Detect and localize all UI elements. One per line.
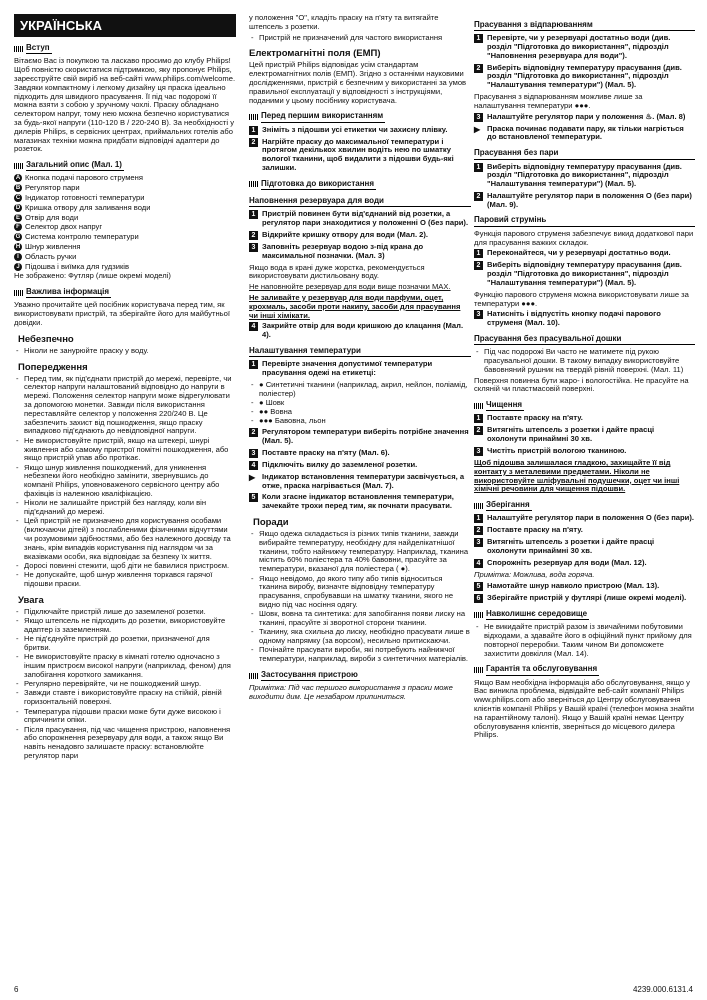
section-storage-heading: Зберігання	[474, 500, 695, 511]
fill-warning-max: Не наповнюйте резервуар для води вище позначки MAX.	[249, 282, 451, 292]
section-first-use-heading: Перед першим використанням	[249, 111, 471, 122]
section-prep-heading: Підготовка до використання	[249, 179, 471, 190]
legend-item: H Шнур живлення	[15, 241, 81, 251]
board-heading: Прасування без прасувальної дошки	[474, 334, 695, 345]
legend-item: E Отвір для води	[15, 212, 79, 222]
not-shown-note: Не зображено: Футляр (лише окремі моделі)	[14, 271, 171, 281]
result-arrow-icon: ▶	[249, 472, 256, 482]
store-note: Примітка: Можлива, вода горяча.	[474, 570, 595, 580]
clean-step: 3 Чистіть пристрій вологою тканиною.	[474, 447, 695, 456]
shot-step: 3 Натисніть і відпустіть кнопку подачі парового струменя (Мал. 10).	[474, 310, 695, 328]
temp-step: 3 Поставте праску на п'яту (Мал. 6).	[249, 449, 471, 458]
legend-item: B Регулятор пари	[15, 183, 80, 193]
dry-step: 1 Виберіть відповідну температуру прасування (див. розділ "Підготовка до використання", підрозділ "Налаштування температури") (Мал. 5).	[474, 163, 695, 189]
parts-legend	[14, 174, 236, 271]
legend-item: I Область ручки	[14, 253, 236, 262]
shot-heading: Паровий струмінь	[474, 215, 695, 226]
emf-text: Цей пристрій Philips відповідає усім стандартам електромагнітних полів (ЕМП). Згідно з останніми науковими дослідженнями, пристрій є безпечним у використанні за умов правильної експлуатації у відповідності з інструкціями, поданими у цьому посібнику користувача.	[249, 60, 467, 105]
fill-warning-chemicals: Не заливайте у резервуар для води парфуми, оцет, крохмаль, засоби проти накипу, засоби для прасування чи інші хімікати.	[249, 292, 461, 320]
emf-heading: Електромагнітні поля (ЕМП)	[249, 48, 381, 60]
use-note: Примітка: Під час першого використання з праски може виходити дим. Це незабаром припиниться.	[249, 683, 453, 702]
steam-heading: Прасування з відпарюванням	[474, 20, 695, 31]
caution-heading: Увага	[18, 594, 44, 606]
temp-step: 2 Регулятором температури виберіть потрібне значення (Мал. 5).	[249, 428, 471, 446]
column-3	[474, 14, 695, 742]
fill-heading: Наповнення резервуара для води	[249, 196, 471, 207]
temp-step: 4 Підключіть вилку до заземленої розетки.	[249, 461, 471, 470]
legend-item: C Індикатор готовності температури	[15, 192, 145, 202]
fill-step: 3 Заповніть резервуар водою з-під крана до максимальної позначки. (Мал. 3)	[249, 243, 471, 261]
steam-step: 3 Налаштуйте регулятор пари у положення ♨. (Мал. 8)	[474, 113, 695, 122]
first-step: 2 Нагрійте праску до максимальної температури і протягом декількох хвилин водіть нею по шматку вологої тканини, щоб видалити з підошви будь-які залишки.	[249, 138, 471, 173]
clean-step: 1 Поставте праску на п'яту.	[474, 414, 695, 423]
environment-list: - Не викидайте пристрій разом із звичайними побутовими відходами, а здавайте його в офіційний пункт прийому для повторної переробки. Таким чином Ви допоможете захистити довкілля (Мал. 14).	[474, 623, 695, 658]
clean-warning: Щоб підошва залишалася гладкою, захищайте її від контакту з металевими предметами. Ніколи не використовуйте шліфувальні подушечки, оцет чи інші хімічні речовини для чищення підошви.	[474, 458, 680, 494]
store-step: 1 Налаштуйте регулятор пари в положення О (без пари).	[474, 514, 695, 523]
temp-heading: Налаштування температури	[249, 346, 471, 357]
section-environment-heading: Навколишнє середовище	[474, 609, 695, 620]
steam-note: Прасування з відпарюванням можливе лише за налаштування температури ●●●.	[474, 92, 643, 110]
column-2	[249, 14, 471, 704]
store-step: 2 Поставте праску на п'яту.	[474, 526, 695, 535]
temp-step: 5 Коли згасне індикатор встановлення температури, зачекайте трохи перед тим, як почнати прасувати.	[249, 493, 471, 511]
shot-step: 1 Переконайтеся, чи у резервуарі достатньо води.	[474, 249, 695, 258]
board-list: - Під час подорожі Ви часто не матимете під рукою прасувальної дошки. В такому випадку використовуйте бавовняний рушник на твердій рівній поверхні. (Мал. 11)	[474, 348, 695, 374]
fill-step: 4 Закрийте отвір для води кришкою до клацання (Мал. 4).	[249, 322, 471, 340]
danger-heading: Небезпечно	[18, 333, 74, 345]
dry-heading: Прасування без пари	[474, 148, 695, 159]
document-code: 4239.000.6131.4	[632, 984, 693, 994]
board-text: Поверхня повинна бути жаро- і вологостійка. Не прасуйте на скляній чи пластмасовій поверхні.	[474, 375, 689, 394]
important-text: Уважно прочитайте цей посібник користувача перед тим, як використовувати пристрій, та зберігайте його для майбутньої довідки.	[14, 300, 230, 327]
shot-step: 2 Виберіть відповідну температуру прасування (див. розділ "Підготовка до використання", підрозділ "Налаштування температури") (Мал. 5).	[474, 261, 695, 287]
page-number: 6	[14, 984, 19, 994]
result-arrow-icon: ▶	[474, 124, 481, 134]
steam-step: 1 Перевірте, чи у резервуарі достатньо води (див. розділ "Підготовка до використання", підрозділ "Наповнення резервуара для води").	[474, 34, 695, 60]
warranty-text: Якщо Вам необхідна інформація або обслуговування, якщо у Вас виникла проблема, відвідайте веб-сайт компанії Philips www.philips.com або зверніться до Центру обслуговування клієнтів компанії Philips у Вашій країні (телефон можна знайти на гарантійному талоні). Якщо у Вашій країні немає Центру обслуговування клієнтів, зверніться до місцевого дилера Philips.	[474, 677, 695, 740]
steam-result: ▶ Праска починає подавати пару, як тільки нагріється до встановленої температури.	[474, 123, 684, 142]
section-important-heading: Важлива інформація	[14, 287, 236, 298]
fill-note: Якщо вода в крані дуже жорстка, рекомендується використовувати дистильовану воду.	[249, 262, 425, 281]
temp-label-list: - ● Синтетичні тканини (наприклад, акрил, нейлон, поліамід, поліестер) - ● Шовк - ●● Вовна - ●●● Бавовна, льон	[249, 381, 471, 426]
legend-item: F Селектор двох напруг	[14, 223, 236, 232]
first-step: 1 Зніміть з підошви усі етикетки чи захисну плівку.	[249, 126, 471, 135]
temp-light-result: ▶ Індикатор встановлення температури засвічується, а отже, праска нагрівається (Мал. 7).	[249, 471, 465, 490]
shot-text: Функція парового струменя забезпечує викид додаткової пари для прасування важких складок.	[474, 228, 694, 247]
store-step: 3 Витягніть штепсель з розетки і дайте прасці охолонути принаймні 30 хв.	[474, 538, 695, 556]
store-step: 4 Спорожніть резервуар для води (Мал. 12).	[474, 559, 695, 568]
intro-text: Вітаємо Вас із покупкою та ласкаво просимо до клубу Philips! Щоб повністю скористатися підтримкою, яку пропонує Philips, зареєструйте свій виріб на веб-сайті www.philips.com/welcome. Завдяки компактному і легкому дизайну ця праска ідеально підходить для швидкого прасування. Її під час подорожі її можна взяти з собою у зручному чохлі. Праску обладнано селектором напруг, тому нею можна безпечно користуватися за будь-якої напруги (110-120 В / 220-240 В). За необхідності у дилерів Philips, в сервісних центрах, приймальних готелів або магазинах техніки можна придбати відповідні адаптери до розеток.	[14, 56, 236, 154]
warning-list: - Перед тим, як під'єднати пристрій до мережі, перевірте, чи селектор напруги налаштований відповідно до напруги в мережі. Положення селектор напруги може відрегулювати за допомогою монетки. Завжди після використання переставляйте селектор у положення 220/240 В. Це забезпечить захист від пошкодження, якщо праску випадково під'єднають до невідповідної напруги. - Не використовуйте пристрій, якщо на штекері, шнурі живлення або самому пристрої помітні пошкодження, або якщо пристрій упав або протікає. - Якщо шнур живлення пошкоджений, для уникнення небезпеки його необхідно замінити, звернувшись до компанії Philips, уповноваженого сервісного центру або фахівців із належною кваліфікацією. - Ніколи не залишайте пристрій без нагляду, коли він під'єднаний до мережі. - Цей пристрій не призначено для користування особами (включаючи дітей) з послабленими фізичними відчуттями чи розумовими здібностями, або без належного досвіду та знань, крім випадків користування під наглядом чи за вказівками особи, яка відповідає за безпеку їх життя. - Доросі повинні стежити, щоб діти не бавилися пристроєм. - Не допускайте, щоб шнур живлення торкався гарячої підошви праски.	[14, 375, 236, 589]
caution-continued-list: - Пристрій не призначений для частого використання	[249, 34, 471, 43]
column-1	[14, 14, 236, 763]
legend-item: G Система контролю температури	[15, 232, 139, 242]
fill-step: 1 Пристрій повинен бути від'єднаний від розетки, а регулятор пари знаходитися у положенні О (без пари).	[249, 210, 471, 228]
section-warranty-heading: Гарантія та обслуговування	[474, 664, 695, 675]
steam-step: 2 Виберіть відповідну температуру прасування (див. розділ "Підготовка до використання", підрозділ "Налаштування температури") (Мал. 5).	[474, 64, 695, 90]
section-general-heading: Загальний опис (Мал. 1)	[14, 160, 236, 171]
language-title: УКРАЇНСЬКА	[14, 14, 236, 37]
section-use-heading: Застосування пристрою	[249, 670, 471, 681]
caution-list: - Підключайте пристрій лише до заземленої розетки. - Якщо штепсель не підходить до розетки, використовуйте адаптер із заземленням. - Не під'єднуйте пристрій до розетки, призначеної для бритви. - Не використовуйте праску в кімнаті готелю одночасно з іншим пристроєм високої напруги (наприклад, феном) для запобігання короткого замикання. - Регулярно перевіряйте, чи не пошкоджений шнур. - Завжди ставте і використовуйте праску на стійкій, рівній горизонтальній поверхні. - Температура підошви праски може бути дуже високою і спричинити опіки. - Після прасування, під час чищення пристрою, наповнення або спорожнення резервуару для води, а також якщо Ви навіть ненадовго залишаєте праску: встановлюйте регулятор пари	[14, 608, 236, 761]
danger-list: - Ніколи не занурюйте праску у воду.	[14, 347, 236, 356]
tips-list: - Якщо одежа складається із різних типів тканини, завжди вибирайте температуру, необхідну для найделікатнішої тканини, тобто найнижчу температуру. Наприклад, тканина містить 60% поліестера та 40% бавовни, прасуйте за температури, вказаної для поліестера ( ●). - Якщо невідомо, до якого типу або типів відноситься тканина виробу, визначте відповідну температуру прасування, спробувавши на шматку тканини, якого не видно під час носіння одягу. - Шовк, вовна та синтетика: для запобігання появи лиску на тканині, прасуйте зі зворотної сторони тканини. - Тканину, яка схильна до лиску, необхідно прасувати лише в одному напрямку (за ворсом), несильно притискаючи. - Почінайте прасувати вироби, які потребують найнижчої температури, наприклад, вироби з синтетичних матеріалів.	[249, 530, 471, 664]
dry-step: 2 Налаштуйте регулятор пари в положення О (без пари) (Мал. 9).	[474, 192, 695, 210]
shot-note: Функцію парового струменя можна використовувати лише за температури ●●●.	[474, 289, 689, 308]
legend-item: D Кришка отвору для заливання води	[15, 202, 151, 212]
legend-item: J Підошва і виїмка для гудзиків	[14, 263, 236, 272]
store-step: 6 Зберігайте пристрій у футлярі (лише окремі моделі).	[474, 594, 695, 603]
legend-item: A Кнопка подачі парового струменя	[15, 173, 143, 183]
clean-step: 2 Витягніть штепсель з розетки і дайте прасці охолонути принаймні 30 хв.	[474, 426, 695, 444]
temp-step: 1 Перевірте значення допустимої температури прасування одежі на етикетці:	[249, 360, 471, 378]
section-clean-heading: Чищення	[474, 400, 695, 411]
section-intro-heading: Вступ	[14, 43, 236, 54]
fill-step: 2 Відкрийте кришку отвору для води (Мал. 2).	[249, 231, 471, 240]
store-step: 5 Намотайте шнур навколо пристрою (Мал. 13).	[474, 582, 695, 591]
warning-heading: Попередження	[18, 361, 88, 373]
tips-heading: Поради	[253, 517, 289, 529]
caution-continued: у положення "О", кладіть праску на п'яту та витягайте штепсель з розетки.	[249, 13, 439, 31]
